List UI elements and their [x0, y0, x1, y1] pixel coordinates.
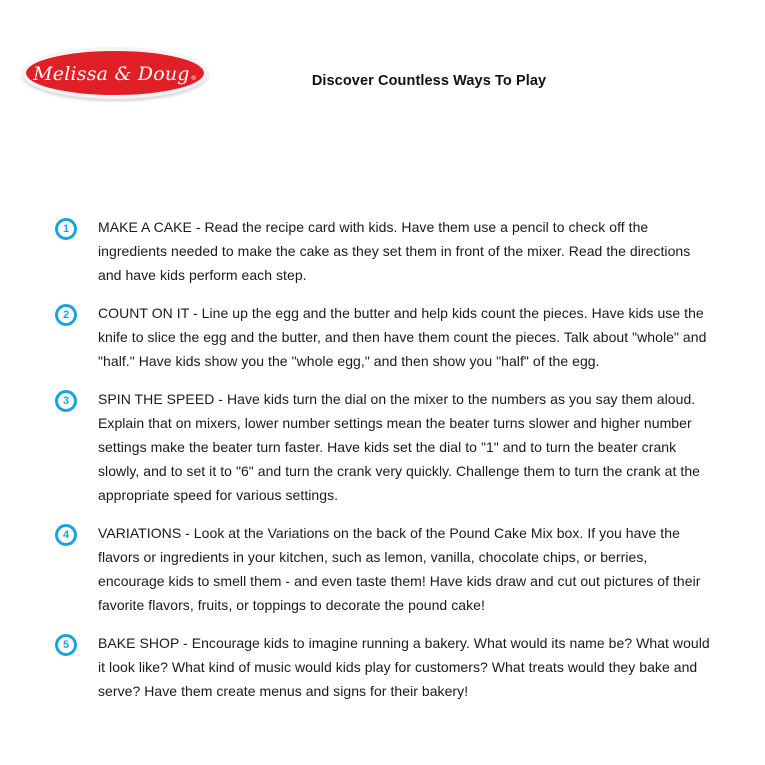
list-item-spin-the-speed: [55, 387, 715, 507]
number-circle-icon: 2: [55, 304, 77, 326]
step-text: COUNT ON IT - Line up the egg and the butter and help kids count the pieces. Have kids use the knife to slice the egg and the butter, and then have them count the pieces. Talk about "whole" and "half." Have kids show you the "whole egg," and then show you "half" of the egg.: [98, 305, 707, 369]
play-ideas-list: [55, 215, 715, 717]
page-title: Discover Countless Ways To Play: [311, 73, 547, 89]
list-item-variations: [55, 521, 715, 617]
step-text: MAKE A CAKE - Read the recipe card with kids. Have them use a pencil to check off the ingredients needed to make the cake as they set them in front of the mixer. Read the directions and have kids perform each step.: [98, 219, 691, 283]
logo-text: Melissa & Doug: [33, 62, 190, 85]
step-text: BAKE SHOP - Encourage kids to imagine running a bakery. What would its name be? What would it look like? What kind of music would kids play for customers? What treats would they bake and serve? Have them create menus and signs for their bakery!: [98, 635, 710, 699]
number-circle-icon: 1: [55, 218, 77, 240]
step-text: VARIATIONS - Look at the Variations on the back of the Pound Cake Mix box. If you have the flavors or ingredients in your kitchen, such as lemon, vanilla, chocolate chips, or berries, encourage kids to smell them - and even taste them! Have kids draw and cut out pictures of their favorite flavors, fruits, or toppings to decorate the pound cake!: [98, 525, 701, 613]
number-circle-icon: 3: [55, 390, 77, 412]
list-item-count-on-it: [55, 301, 715, 373]
registered-mark: ®: [190, 75, 197, 82]
number-circle-icon: 4: [55, 524, 77, 546]
list-item-make-a-cake: [55, 215, 715, 287]
list-item-bake-shop: [55, 631, 715, 703]
number-circle-icon: 5: [55, 634, 77, 656]
step-text: SPIN THE SPEED - Have kids turn the dial on the mixer to the numbers as you say them aloud. Explain that on mixers, lower number settings mean the beater turns slower and higher number settings make the beater turn faster. Have kids set the dial to "1" and to turn the beater crank slowly, and to set it to "6" and turn the crank very quickly. Challenge them to turn the crank at the appropriate speed for various settings.: [98, 391, 700, 503]
